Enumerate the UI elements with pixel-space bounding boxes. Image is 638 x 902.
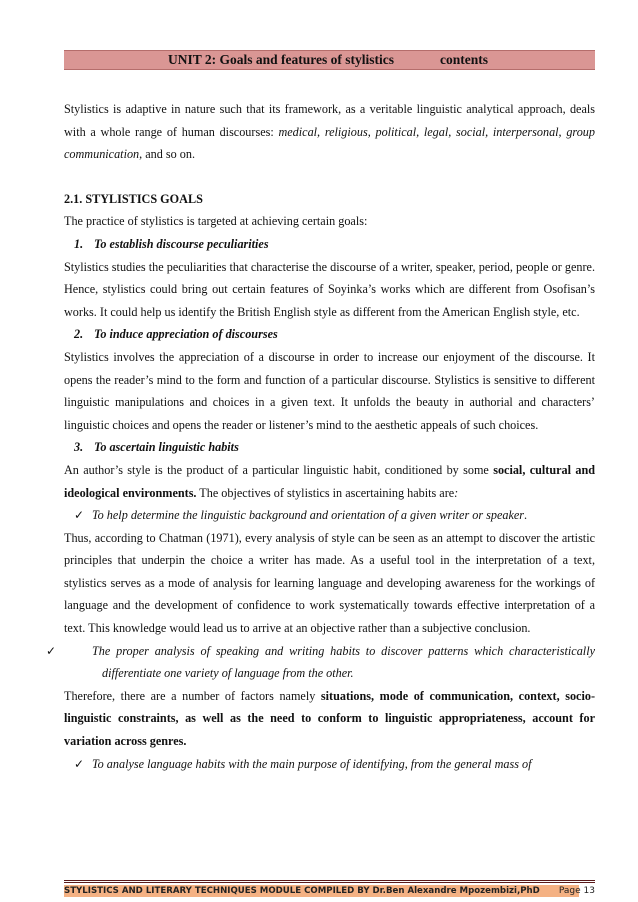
check-icon: ✓	[74, 508, 85, 523]
goal-2-label: To induce appreciation of discourses	[94, 327, 278, 342]
page-footer	[64, 880, 595, 896]
goal-3-text-b: The objectives of stylistics in ascertaining habits are	[196, 485, 455, 500]
goal-3-number: 3.	[74, 440, 84, 455]
check-icon: ✓	[46, 643, 57, 658]
factors-text: Therefore, there are a number of factors namely	[64, 688, 321, 703]
bullet-2	[46, 640, 595, 685]
intro-italic-list: medical, religious, political, legal, social, interpersonal, group communication	[64, 124, 595, 162]
goal-1-label: To establish discourse peculiarities	[94, 236, 269, 251]
unit-title-bar	[64, 50, 595, 70]
factors-bold: situations, mode of communication, context, socio-linguistic constraints, as well as the need to conform to linguistic appropriateness, account for variation across genres.	[64, 688, 596, 749]
bullet-1-period: .	[524, 508, 528, 523]
unit-title: UNIT 2: Goals and features of stylistics	[168, 52, 395, 67]
page-number: Page 13	[558, 886, 595, 896]
goal-1-number: 1.	[74, 236, 84, 251]
goal-2-title	[64, 323, 595, 346]
intro-text: Stylistics is adaptive in nature such that its framework, as a veritable linguistic analytical approach, deals with a whole range of human discourses:	[64, 102, 595, 139]
section-heading: 2.1. STYLISTICS GOALS	[64, 191, 203, 206]
goal-3-label: To ascertain linguistic habits	[94, 440, 239, 455]
goal-3-colon: :	[454, 485, 459, 500]
bullet-3	[64, 753, 595, 776]
goal-2-number: 2.	[74, 327, 84, 342]
bullet-2-text: The proper analysis of speaking and writing habits to discover patterns which characteristically differentiate one variety of language from the other.	[92, 643, 595, 681]
goal-1-text: Stylistics studies the peculiarities that characterise the discourse of a writer, speaker, period, people or genre. Hence, stylistics could bring out certain features of Soyinka’s works which are different from Osofisan’s works. It could help us identify the British English style as different from the American English style, etc.	[64, 259, 595, 319]
goal-3-bold: social, cultural and ideological environments.	[64, 462, 596, 500]
chatman-paragraph: Thus, according to Chatman (1971), every analysis of style can be seen as an attempt to discover the artistic principles that underpin the choice a writer has made. As a useful tool in the interpretation of a text, stylistics serves as a mode of analysis for learning language and developing awareness for the workings of language and the development of confidence to work systematically towards effective interpretation of a text. This knowledge would lead us to arrive at an objective rather than a subjective conclusion.	[64, 530, 595, 636]
bullet-1	[64, 504, 595, 527]
footer-module-credit: STYLISTICS AND LITERARY TECHNIQUES MODULE COMPILED BY Dr.Ben Alexandre Mpozembizi,PhD	[64, 885, 579, 897]
page-body	[46, 98, 596, 775]
intro-paragraph	[64, 98, 595, 166]
bullet-3-text: To analyse language habits with the main purpose of identifying, from the general mass of	[92, 756, 532, 771]
goal-3-text-a: An author’s style is the product of a particular linguistic habit, conditioned by some	[64, 462, 494, 477]
section-lead: The practice of stylistics is targeted at achieving certain goals:	[64, 214, 368, 229]
factors-paragraph	[64, 685, 595, 753]
bullet-1-text: To help determine the linguistic background and orientation of a given writer or speaker	[92, 508, 525, 523]
check-icon: ✓	[74, 756, 85, 771]
intro-text-end: , and so on.	[139, 147, 196, 162]
goal-2-text: Stylistics involves the appreciation of a discourse in order to increase our enjoyment of the discourse. It opens the reader’s mind to the form and function of a particular discourse. Stylistics is sensitive to different linguistic manipulations and choices in a given text. It unfolds the beauty in authorial and characters’ linguistic choices and opens the reader or listener’s mind to the aesthetic appeals of such choices.	[64, 349, 595, 432]
goal-3-title	[64, 436, 595, 459]
goal-3-text	[64, 459, 595, 504]
goal-1-title	[64, 233, 595, 256]
contents-label: contents	[440, 52, 488, 67]
